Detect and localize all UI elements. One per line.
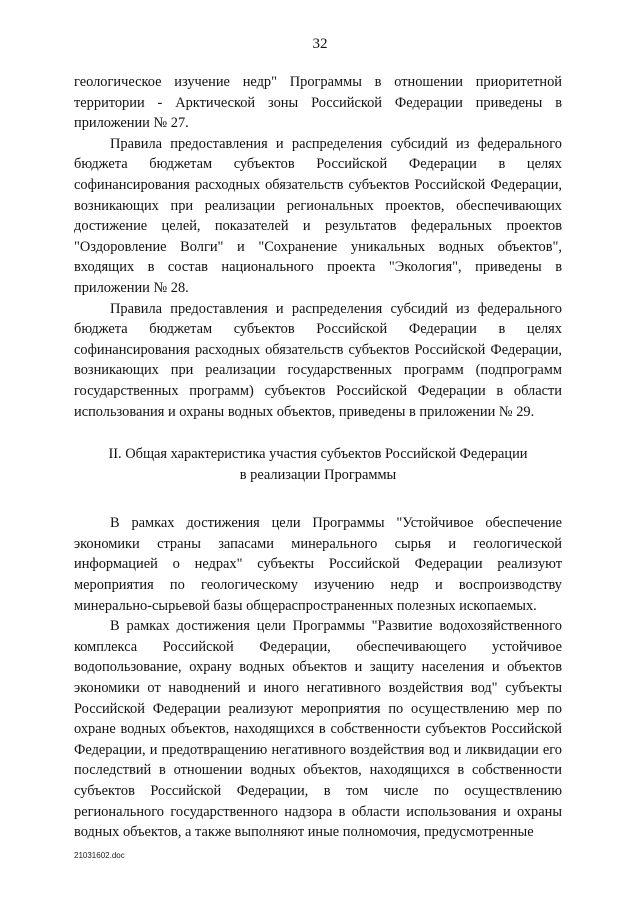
document-body bbox=[74, 72, 562, 843]
paragraph-water-management: В рамках достижения цели Программы "Развитие водохозяйственного комплекса Российской Федерации, обеспечивающего устойчивое водопользование, охрану водных объектов и защиту населения и объектов экономики от наводнений и иного негативного воздействия вод" субъекты Российской Федерации реализуют мероприятия по осуществлению мер по охране водных объектов, находящихся в собственности субъектов Российской Федерации, и предотвращению негативного воздействия вод и ликвидации его последствий в отношении водных объектов, находящихся в собственности субъектов Российской Федерации, в том числе по осуществлению регионального государственного надзора в области использования и охраны водных объектов, а также выполняют иные полномочия, предусмотренные bbox=[74, 618, 562, 841]
paragraph-mineral-resources: В рамках достижения цели Программы "Устойчивое обеспечение экономики страны запасами минерального сырья и геологической информацией о недрах" субъекты Российской Федерации реализуют мероприятия по геологическому изучению недр и воспроизводству минерально-сырьевой базы общераспространенных полезных ископаемых. bbox=[74, 515, 562, 614]
section-heading-line-2: в реализации Программы bbox=[239, 466, 397, 483]
paragraph-rules-appendix-28: Правила предоставления и распределения субсидий из федерального бюджета бюджетам субъектов Российской Федерации в целях софинансирования расходных обязательств субъектов Российской Федерации, возникающих при реализации региональных проектов, обеспечивающих достижение целей, показателей и результатов федеральных проектов "Оздоровление Волги" и "Сохранение уникальных водных объектов", входящих в состав национального проекта "Экология", приведены в приложении № 28. bbox=[74, 135, 562, 296]
paragraph-continuation: геологическое изучение недр" Программы в отношении приоритетной территории - Арктической зоны Российской Федерации приведены в приложении № 27. bbox=[74, 74, 562, 132]
section-heading-line-1: II. Общая характеристика участия субъектов Российской Федерации bbox=[108, 446, 528, 463]
paragraph-rules-appendix-29: Правила предоставления и распределения субсидий из федерального бюджета бюджетам субъектов Российской Федерации в целях софинансирования расходных обязательств субъектов Российской Федерации, возникающих при реализации государственных программ (подпрограмм государственных программ) субъектов Российской Федерации в области использования и охраны водных объектов, приведены в приложении № 29. bbox=[74, 300, 562, 420]
footer-file-code: 21031602.doc bbox=[74, 851, 125, 860]
page-number: 32 bbox=[312, 36, 328, 52]
section-heading bbox=[74, 444, 562, 485]
